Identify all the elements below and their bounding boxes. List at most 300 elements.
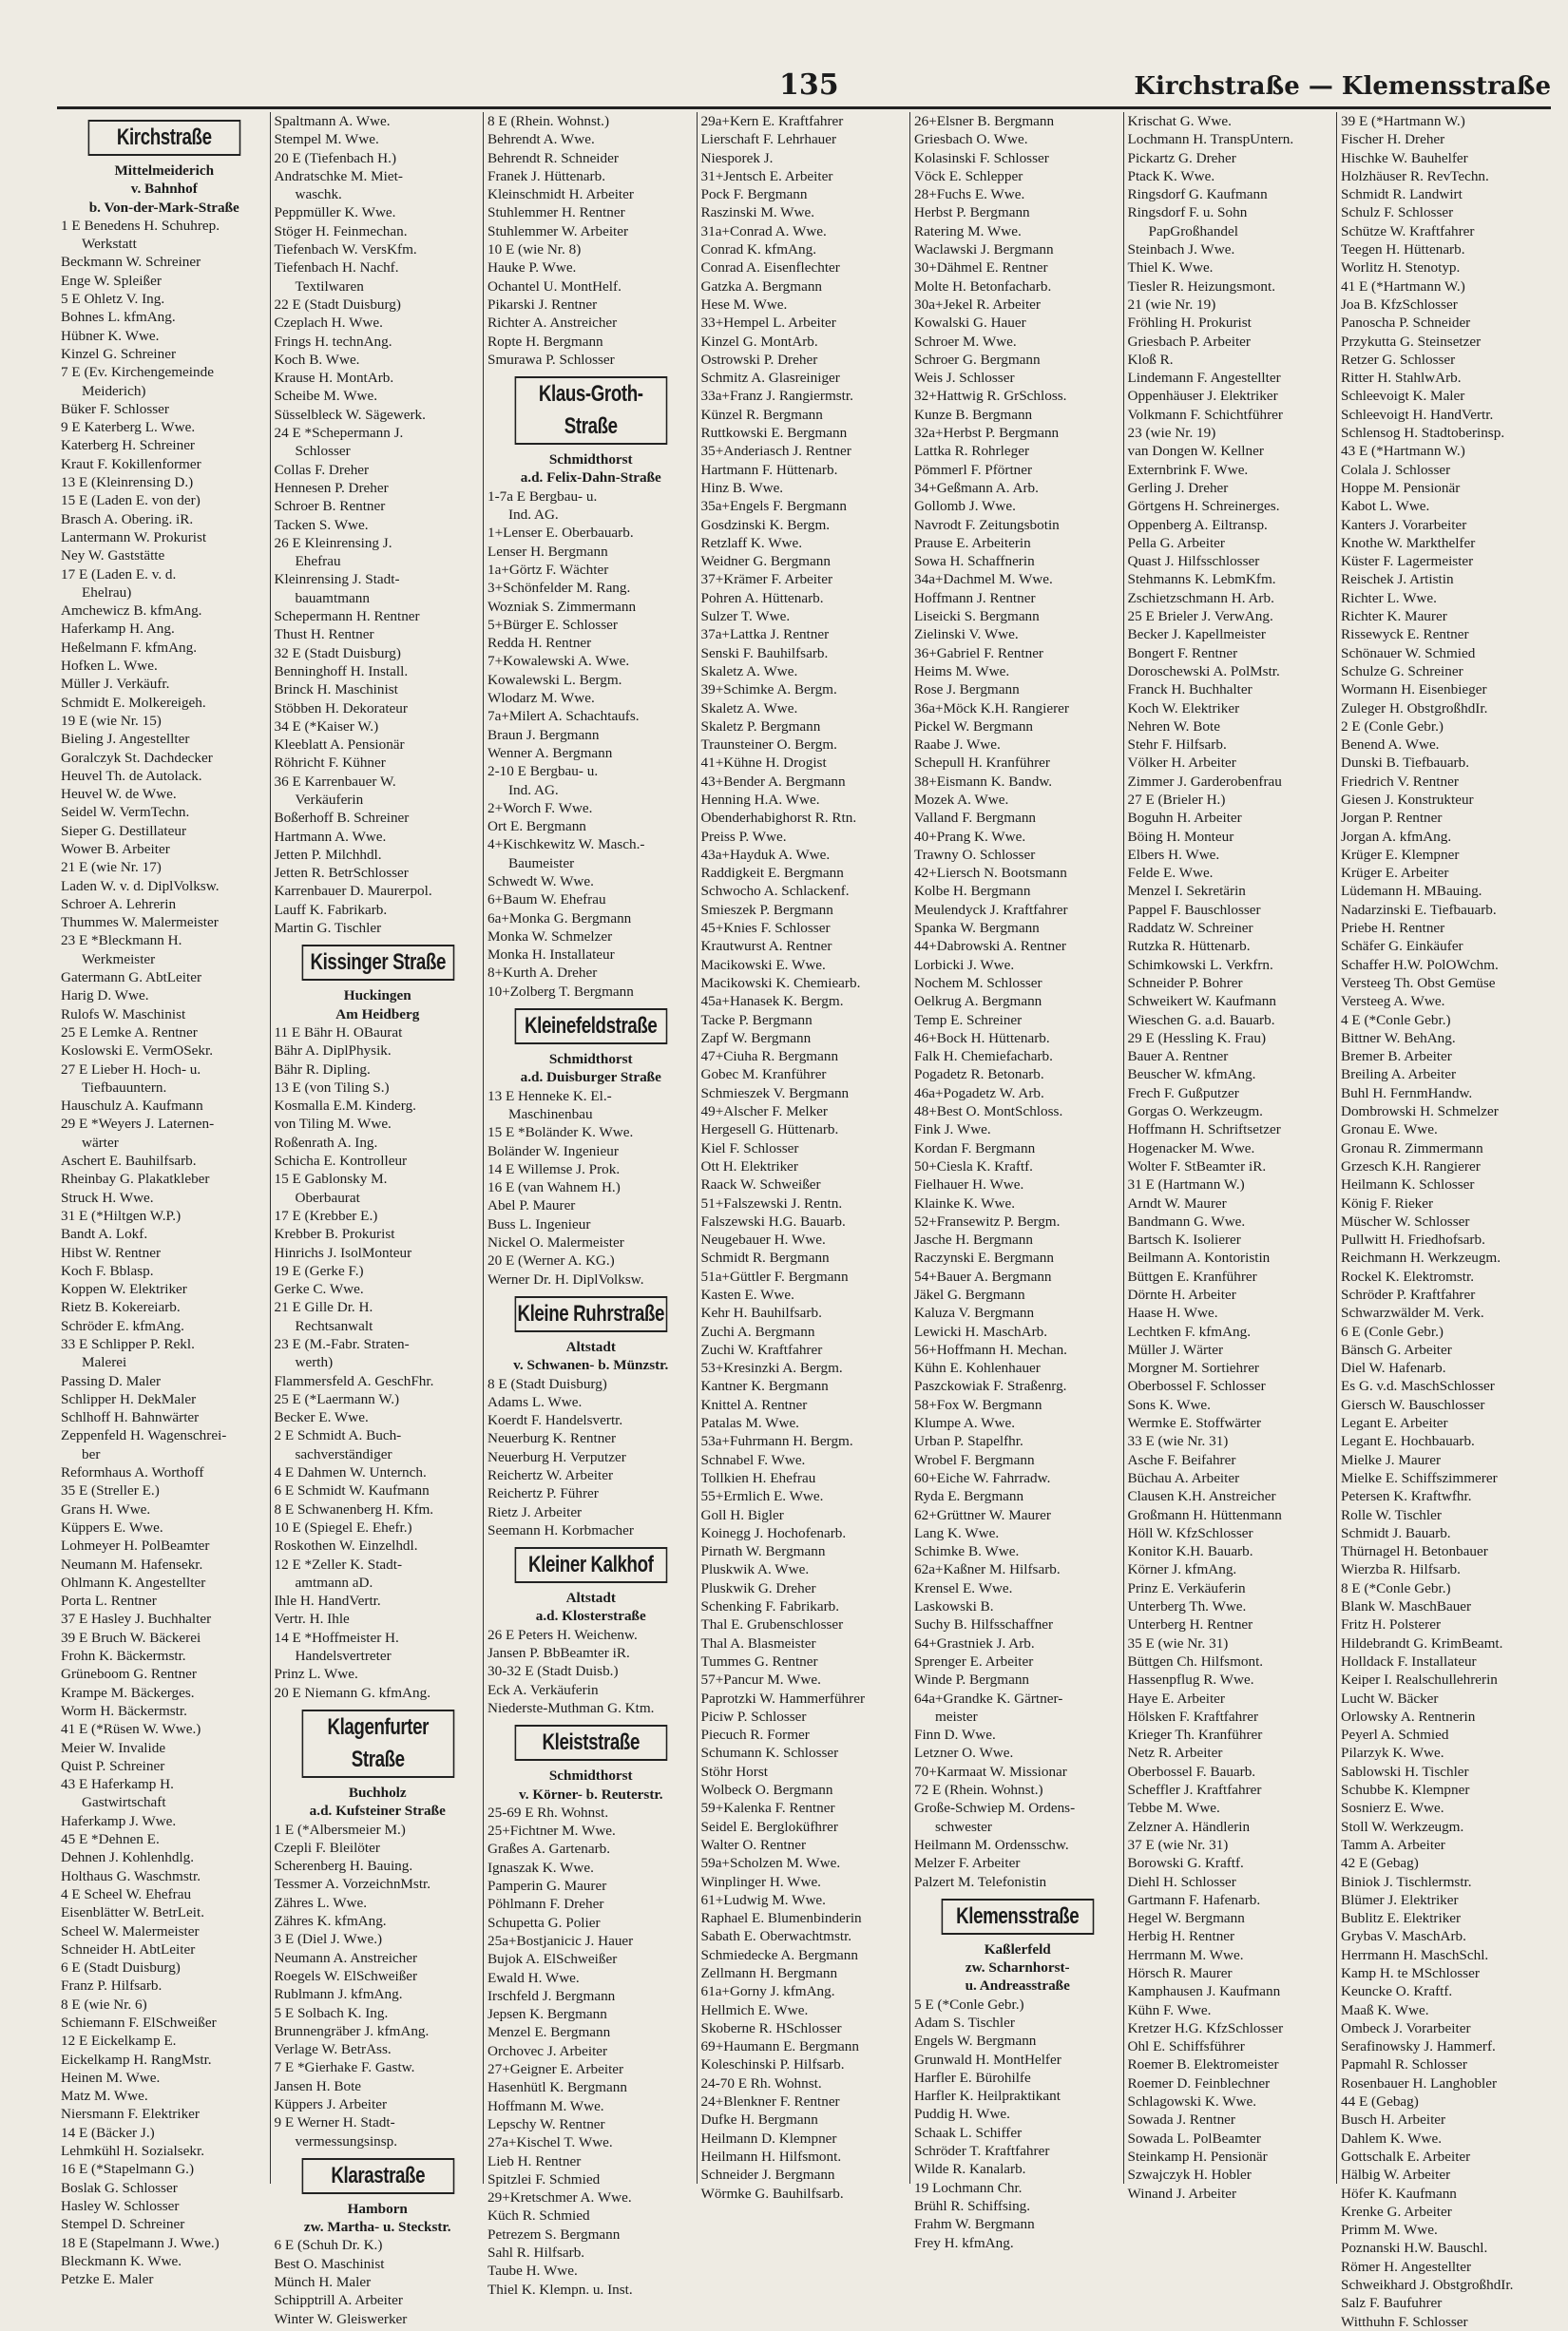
- street-heading: Kirchstraße: [88, 120, 240, 156]
- resident-entry: Dunski B. Tiefbauarb.: [1341, 755, 1470, 772]
- resident-entry: Ott H. Elektriker: [700, 1157, 798, 1175]
- entry-continuation: Oberbaurat: [295, 1189, 360, 1206]
- resident-entry: Koch F. Bblasp.: [61, 1262, 154, 1279]
- resident-entry: Schweikhard J. ObstgroßhdIr.: [1341, 2277, 1514, 2294]
- entry-continuation: meister: [935, 1708, 978, 1725]
- resident-entry: Volkmann F. Schichtführer: [1127, 406, 1283, 423]
- resident-entry: Retzlaff K. Wwe.: [700, 534, 803, 551]
- resident-entry: Hoppe M. Pensionär: [1341, 479, 1461, 496]
- resident-entry: Griesbach P. Arbeiter: [1127, 333, 1251, 350]
- running-head: Kirchstraße — Klemensstraße: [1134, 72, 1551, 101]
- resident-entry: Herrmann H. MaschSchl.: [1341, 1946, 1489, 1963]
- resident-entry: Rutzka R. Hüttenarb.: [1127, 938, 1251, 955]
- resident-entry: Eisenblätter W. BetrLeit.: [61, 1904, 204, 1921]
- resident-entry: 27 E (Brieler H.): [1127, 791, 1226, 808]
- resident-entry: Zielinski V. Wwe.: [914, 626, 1019, 643]
- resident-entry: Gobec M. Kranführer: [700, 1066, 827, 1083]
- resident-entry: Hergesell G. Hüttenarb.: [700, 1121, 839, 1138]
- resident-entry: Stöhr Horst: [700, 1763, 768, 1780]
- resident-entry: Smurawa P. Schlosser: [488, 351, 615, 368]
- resident-entry: Stuhlemmer H. Rentner: [488, 204, 625, 221]
- street-heading: Kleiststraße: [515, 1725, 667, 1761]
- resident-entry: 50+Ciesla K. Kraftf.: [914, 1157, 1033, 1175]
- resident-entry: Kantner K. Bergmann: [700, 1378, 829, 1395]
- resident-entry: Blümer J. Elektriker: [1341, 1891, 1459, 1908]
- resident-entry: 16 E (*Stapelmann G.): [61, 2161, 195, 2178]
- resident-entry: Becker J. Kapellmeister: [1127, 626, 1266, 643]
- resident-entry: 31+Jentsch E. Arbeiter: [700, 167, 833, 184]
- resident-entry: 35 E (wie Nr. 31): [1127, 1634, 1229, 1652]
- resident-entry: Zähres K. kfmAng.: [274, 1913, 387, 1930]
- resident-entry: 72 E (Rhein. Wohnst.): [914, 1782, 1043, 1799]
- resident-entry: 26 E Peters H. Weichenw.: [488, 1626, 638, 1643]
- resident-entry: Hartmann F. Hüttenarb.: [700, 461, 838, 478]
- resident-entry: Oberbossel F. Bauarb.: [1127, 1763, 1256, 1780]
- resident-entry: 36+Gabriel F. Rentner: [914, 644, 1043, 661]
- resident-entry: Schimkowski L. Verkfrn.: [1127, 956, 1273, 973]
- resident-entry: Schröder E. kfmAng.: [61, 1317, 184, 1334]
- resident-entry: Schmidt R. Landwirt: [1341, 186, 1463, 203]
- resident-entry: Felde E. Wwe.: [1127, 865, 1214, 882]
- street-heading: Klagenfurter Straße: [301, 1710, 453, 1778]
- resident-entry: Meier W. Invalide: [61, 1739, 166, 1756]
- resident-entry: Kehr H. Bauhilfsarb.: [700, 1305, 822, 1322]
- resident-entry: Hörsch R. Maurer: [1127, 1964, 1233, 1981]
- resident-entry: 21 (wie Nr. 19): [1127, 296, 1216, 313]
- resident-entry: Sulzer T. Wwe.: [700, 608, 791, 625]
- resident-entry: Behrendt A. Wwe.: [488, 131, 595, 148]
- resident-entry: Winde P. Bergmann: [914, 1672, 1030, 1689]
- resident-entry: Melzer F. Arbeiter: [914, 1855, 1021, 1872]
- resident-entry: Heilmann K. Schlosser: [1341, 1176, 1475, 1194]
- resident-entry: 45+Knies F. Schlosser: [700, 920, 831, 937]
- resident-entry: Oberbossel F. Schlosser: [1127, 1378, 1266, 1395]
- resident-entry: Worm H. Bäckermstr.: [61, 1702, 187, 1719]
- resident-entry: Palzert M. Telefonistin: [914, 1873, 1047, 1890]
- resident-entry: Schimke B. Wwe.: [914, 1543, 1020, 1560]
- resident-entry: Pirnath W. Bergmann: [700, 1543, 826, 1560]
- resident-entry: 25 E (*Laermann W.): [274, 1390, 400, 1407]
- resident-entry: Wermke E. Stoffwärter: [1127, 1415, 1262, 1432]
- resident-entry: Es G. v.d. MaschSchlosser: [1341, 1378, 1495, 1395]
- directory-columns: [57, 112, 1551, 2330]
- resident-entry: Braun J. Bergmann: [488, 726, 600, 743]
- resident-entry: Schneider J. Bergmann: [700, 2167, 835, 2184]
- directory-column-4: [698, 112, 911, 2202]
- resident-entry: Menzel E. Bergmann: [488, 2024, 611, 2041]
- resident-entry: Jansen P. BbBeamter iR.: [488, 1645, 630, 1662]
- resident-entry: Grybas V. MaschArb.: [1341, 1928, 1466, 1945]
- resident-entry: Haferkamp J. Wwe.: [61, 1812, 177, 1829]
- resident-entry: Stoll W. Werkzeugm.: [1341, 1818, 1464, 1835]
- resident-entry: Krensel E. Wwe.: [914, 1579, 1013, 1596]
- resident-entry: 44 E (Gebag): [1341, 2093, 1419, 2111]
- resident-entry: 35 E (Streller E.): [61, 1482, 160, 1500]
- resident-entry: Pappel F. Bauschlosser: [1127, 901, 1261, 918]
- resident-entry: Conrad K. kfmAng.: [700, 241, 816, 258]
- resident-entry: Pogadetz R. Betonarb.: [914, 1066, 1044, 1083]
- resident-entry: Tamm A. Arbeiter: [1341, 1836, 1445, 1853]
- resident-entry: Giersch W. Bauschlosser: [1341, 1396, 1485, 1413]
- resident-entry: Hildebrandt G. KrimBeamt.: [1341, 1634, 1503, 1652]
- resident-entry: Heuvel W. de Wwe.: [61, 786, 177, 803]
- resident-entry: 62+Grüttner W. Maurer: [914, 1506, 1051, 1523]
- resident-entry: Raszinski M. Wwe.: [700, 204, 815, 221]
- district-line: Altstadt: [565, 1590, 616, 1607]
- resident-entry: Smieszek P. Bergmann: [700, 901, 833, 918]
- resident-entry: Ney W. Gaststätte: [61, 547, 165, 564]
- resident-entry: Best O. Maschinist: [274, 2255, 385, 2272]
- resident-entry: Hellmich E. Wwe.: [700, 2001, 809, 2018]
- resident-entry: Kleeblatt A. Pensionär: [274, 736, 405, 754]
- resident-entry: Liseicki S. Bergmann: [914, 608, 1040, 625]
- resident-entry: 39+Schimke A. Bergm.: [700, 681, 837, 698]
- resident-entry: Franek J. Hüttenarb.: [488, 167, 605, 184]
- resident-entry: Diel W. Hafenarb.: [1341, 1360, 1446, 1377]
- resident-entry: Küppers J. Arbeiter: [274, 2095, 388, 2112]
- resident-entry: Sowa H. Schaffnerin: [914, 553, 1035, 570]
- resident-entry: Legant E. Arbeiter: [1341, 1415, 1448, 1432]
- district-line: Mittelmeiderich: [114, 162, 215, 179]
- resident-entry: Zuchi A. Bergmann: [700, 1323, 815, 1340]
- district-line: zw. Scharnhorst-: [965, 1959, 1070, 1977]
- directory-column-1: [57, 112, 271, 2288]
- entry-continuation: Gastwirtschaft: [82, 1794, 166, 1811]
- resident-entry: 38+Eismann K. Bandw.: [914, 773, 1053, 790]
- resident-entry: 34 E (*Kaiser W.): [274, 717, 379, 735]
- resident-entry: 4 E Dahmen W. Unternch.: [274, 1464, 427, 1481]
- resident-entry: Krenke G. Arbeiter: [1341, 2203, 1452, 2220]
- resident-entry: Piciw P. Schlosser: [700, 1708, 807, 1725]
- resident-entry: 43 E (*Hartmann W.): [1341, 443, 1465, 460]
- resident-entry: Ostrowski P. Dreher: [700, 351, 818, 368]
- resident-entry: Kowalski G. Hauer: [914, 315, 1026, 332]
- resident-entry: Gronau E. Wwe.: [1341, 1121, 1438, 1138]
- resident-entry: Falk H. Chemiefacharb.: [914, 1048, 1053, 1065]
- resident-entry: 15 E Gablonsky M.: [274, 1171, 388, 1188]
- resident-entry: Laskowski B.: [914, 1598, 994, 1615]
- resident-entry: Ptack K. Wwe.: [1127, 167, 1215, 184]
- resident-entry: 57+Pancur M. Wwe.: [700, 1672, 821, 1689]
- resident-entry: 11 E Bähr H. OBaurat: [274, 1023, 403, 1041]
- resident-entry: 28+Fuchs E. Wwe.: [914, 186, 1025, 203]
- resident-entry: Hauke P. Wwe.: [488, 259, 577, 277]
- resident-entry: Schmiedecke A. Bergmann: [700, 1946, 858, 1963]
- district-line: Schmidthorst: [548, 451, 633, 468]
- resident-entry: Wieschen G. a.d. Bauarb.: [1127, 1011, 1275, 1028]
- resident-entry: Konitor K.H. Bauarb.: [1127, 1543, 1253, 1560]
- resident-entry: Bänsch G. Arbeiter: [1341, 1341, 1452, 1358]
- resident-entry: 37+Krämer F. Arbeiter: [700, 571, 833, 588]
- resident-entry: Krieger Th. Kranführer: [1127, 1727, 1263, 1744]
- resident-entry: 31a+Conrad A. Wwe.: [700, 222, 827, 239]
- entry-continuation: Verkäuferin: [295, 791, 364, 808]
- resident-entry: 35+Anderiasch J. Rentner: [700, 443, 851, 460]
- resident-entry: Wolter F. StBeamter iR.: [1127, 1157, 1267, 1175]
- resident-entry: Harig D. Wwe.: [61, 987, 149, 1004]
- directory-column-3: [484, 112, 698, 2298]
- resident-entry: Herbst P. Bergmann: [914, 204, 1030, 221]
- entry-continuation: Tiefbauuntern.: [82, 1079, 167, 1096]
- directory-column-7: [1337, 112, 1551, 2330]
- resident-entry: Koch W. Elektriker: [1127, 699, 1240, 716]
- resident-entry: Czepli F. Bleilöter: [274, 1839, 380, 1856]
- entry-continuation: Ehelrau): [82, 583, 132, 601]
- resident-entry: Lorbicki J. Wwe.: [914, 956, 1015, 973]
- resident-entry: König F. Rieker: [1341, 1194, 1434, 1212]
- resident-entry: 24+Blenkner F. Rentner: [700, 2093, 840, 2111]
- entry-continuation: Ind. AG.: [508, 506, 559, 524]
- resident-entry: Büttgen E. Kranführer: [1127, 1268, 1257, 1285]
- resident-entry: Keuncke O. Kraftf.: [1341, 1983, 1453, 2000]
- resident-entry: 1-7a E Bergbau- u.: [488, 487, 598, 505]
- resident-entry: Kühn E. Kohlenhauer: [914, 1360, 1041, 1377]
- resident-entry: Bleckmann K. Wwe.: [61, 2252, 182, 2269]
- resident-entry: 6 E (Stadt Duisburg): [61, 1959, 181, 1977]
- resident-entry: 26+Elsner B. Bergmann: [914, 113, 1055, 129]
- resident-entry: 26 E Kleinrensing J.: [274, 534, 392, 551]
- resident-entry: Struck H. Wwe.: [61, 1189, 154, 1206]
- resident-entry: Ringsdorf F. u. Sohn: [1127, 204, 1248, 221]
- resident-entry: 12 E Eickelkamp E.: [61, 2033, 177, 2050]
- entry-continuation: ber: [82, 1445, 101, 1462]
- resident-entry: Pluskwik A. Wwe.: [700, 1561, 810, 1578]
- resident-entry: Thust H. Rentner: [274, 626, 374, 643]
- resident-entry: 23 E *Bleckmann H.: [61, 932, 182, 949]
- resident-entry: 70+Karmaat W. Missionar: [914, 1763, 1067, 1780]
- resident-entry: 33 E (wie Nr. 31): [1127, 1433, 1229, 1450]
- resident-entry: Hölsken F. Kraftfahrer: [1127, 1708, 1259, 1725]
- resident-entry: 7+Kowalewski A. Wwe.: [488, 653, 630, 670]
- resident-entry: Gatzka A. Bergmann: [700, 277, 823, 295]
- resident-entry: Verlage W. BetrAss.: [274, 2041, 392, 2058]
- district-line: Altstadt: [565, 1338, 616, 1355]
- resident-entry: Wormann H. Eisenbieger: [1341, 681, 1487, 698]
- resident-entry: Roemer B. Elektromeister: [1127, 2056, 1279, 2073]
- resident-entry: 9 E Katerberg L. Wwe.: [61, 419, 196, 436]
- entry-continuation: Malerei: [82, 1354, 127, 1371]
- resident-entry: Bandt A. Lokf.: [61, 1226, 148, 1243]
- resident-entry: Finn D. Wwe.: [914, 1727, 996, 1744]
- resident-entry: Raphael E. Blumenbinderin: [700, 1910, 862, 1927]
- resident-entry: Hartmann A. Wwe.: [274, 828, 387, 845]
- resident-entry: Priebe H. Rentner: [1341, 920, 1445, 937]
- resident-entry: Pohren A. Hüttenarb.: [700, 589, 824, 606]
- resident-entry: 1 E (*Albersmeier M.): [274, 1821, 406, 1838]
- resident-entry: Hasenhütl K. Bergmann: [488, 2079, 627, 2096]
- district-line: v. Körner- b. Reuterstr.: [518, 1786, 663, 1803]
- resident-entry: Spanka W. Bergmann: [914, 920, 1040, 937]
- resident-entry: Arndt W. Maurer: [1127, 1194, 1227, 1212]
- resident-entry: Ohlmann K. Angestellter: [61, 1574, 206, 1591]
- resident-entry: Wörmke G. Bauhilfsarb.: [700, 2185, 844, 2202]
- resident-entry: Bremer B. Arbeiter: [1341, 1048, 1452, 1065]
- resident-entry: Jorgan A. kfmAng.: [1341, 828, 1452, 845]
- resident-entry: 32 E (Stadt Duisburg): [274, 644, 401, 661]
- resident-entry: 6a+Monka G. Bergmann: [488, 909, 632, 927]
- resident-entry: Frahm W. Bergmann: [914, 2216, 1035, 2233]
- resident-entry: Schwocho A. Schlackenf.: [700, 883, 850, 900]
- resident-entry: Winter W. Gleiswerker: [274, 2310, 408, 2327]
- resident-entry: Schupetta G. Polier: [488, 1914, 601, 1931]
- resident-entry: Paszckowiak F. Straßenrg.: [914, 1378, 1067, 1395]
- resident-entry: Mielke J. Maurer: [1341, 1451, 1442, 1468]
- resident-entry: 43 E Haferkamp H.: [61, 1776, 174, 1793]
- resident-entry: Boßerhoff B. Schreiner: [274, 810, 410, 827]
- resident-entry: Primm M. Wwe.: [1341, 2222, 1438, 2239]
- resident-entry: Lechtken F. kfmAng.: [1127, 1323, 1252, 1340]
- resident-entry: Flammersfeld A. GeschFhr.: [274, 1372, 434, 1389]
- resident-entry: Collas F. Dreher: [274, 461, 370, 478]
- resident-entry: Passing D. Maler: [61, 1372, 162, 1389]
- resident-entry: 6 E (Conle Gebr.): [1341, 1323, 1444, 1340]
- resident-entry: Maaß K. Wwe.: [1341, 2001, 1429, 2018]
- resident-entry: Hoffmann H. Schriftsetzer: [1127, 1121, 1281, 1138]
- resident-entry: Höll W. KfzSchlosser: [1127, 1524, 1253, 1541]
- resident-entry: Sowada L. PolBeamter: [1127, 2130, 1261, 2147]
- resident-entry: Lochmann H. TranspUntern.: [1127, 131, 1294, 148]
- resident-entry: Rolle W. Tischler: [1341, 1506, 1442, 1523]
- resident-entry: Frings H. technAng.: [274, 333, 392, 350]
- resident-entry: Kunze B. Bergmann: [914, 406, 1033, 423]
- resident-entry: 41 E (*Rüsen W. Wwe.): [61, 1721, 201, 1738]
- resident-entry: 10+Zolberg T. Bergmann: [488, 983, 634, 1000]
- resident-entry: Thal A. Blasmeister: [700, 1634, 816, 1652]
- district-line: Am Heidberg: [335, 1005, 420, 1022]
- resident-entry: Quast J. Hilfsschlosser: [1127, 553, 1260, 570]
- resident-entry: Roßenrath A. Ing.: [274, 1134, 378, 1151]
- resident-entry: Schwarzwälder M. Verk.: [1341, 1305, 1484, 1322]
- resident-entry: 17 E (Laden E. v. d.: [61, 565, 177, 583]
- resident-entry: Jorgan P. Rentner: [1341, 810, 1443, 827]
- resident-entry: 1 E Benedens H. Schuhrep.: [61, 217, 220, 234]
- resident-entry: Adams L. Wwe.: [488, 1393, 583, 1410]
- resident-entry: Schleevoigt K. Maler: [1341, 388, 1465, 405]
- resident-entry: Pikarski J. Rentner: [488, 296, 598, 313]
- resident-entry: Ochantel U. MontHelf.: [488, 277, 621, 295]
- resident-entry: Letzner O. Wwe.: [914, 1745, 1014, 1762]
- resident-entry: 45 E *Dehnen E.: [61, 1831, 160, 1848]
- resident-entry: Breiling A. Arbeiter: [1341, 1066, 1457, 1083]
- resident-entry: Patalas M. Wwe.: [700, 1415, 799, 1432]
- resident-entry: 6 E (Schuh Dr. K.): [274, 2237, 383, 2254]
- resident-entry: Preiss P. Wwe.: [700, 828, 787, 845]
- entry-continuation: wärter: [82, 1134, 119, 1151]
- resident-entry: Blank W. MaschBauer: [1341, 1598, 1472, 1615]
- resident-entry: Brinck H. Maschinist: [274, 681, 398, 698]
- resident-entry: 58+Fox W. Bergmann: [914, 1396, 1042, 1413]
- resident-entry: 18 E (Stapelmann J. Wwe.): [61, 2234, 220, 2251]
- resident-entry: Orchovec J. Arbeiter: [488, 2042, 608, 2059]
- resident-entry: Goralczyk St. Dachdecker: [61, 749, 213, 766]
- resident-entry: Heinen M. Wwe.: [61, 2069, 161, 2086]
- resident-entry: Schäfer G. Einkäufer: [1341, 938, 1463, 955]
- resident-entry: Zuchi W. Kraftfahrer: [700, 1341, 823, 1358]
- resident-entry: Gerling J. Dreher: [1127, 479, 1229, 496]
- district-line: Hamborn: [347, 2200, 408, 2217]
- resident-entry: Völker H. Arbeiter: [1127, 755, 1236, 772]
- resident-entry: Stempel D. Schreiner: [61, 2216, 185, 2233]
- resident-entry: 8 E (wie Nr. 6): [61, 1996, 147, 2013]
- resident-entry: Worlitz H. Stenotyp.: [1341, 259, 1461, 277]
- resident-entry: Piecuch R. Former: [700, 1727, 810, 1744]
- resident-entry: Scheel W. Malermeister: [61, 1922, 200, 1939]
- resident-entry: Rissewyck E. Rentner: [1341, 626, 1469, 643]
- resident-entry: Schaak L. Schiffer: [914, 2124, 1023, 2141]
- resident-entry: Zelzner A. Händlerin: [1127, 1818, 1251, 1835]
- resident-entry: Kamphausen J. Kaufmann: [1127, 1983, 1281, 2000]
- resident-entry: Traunsteiner O. Bergm.: [700, 736, 837, 754]
- resident-entry: Steinkamp H. Pensionär: [1127, 2148, 1268, 2165]
- resident-entry: Haferkamp H. Ang.: [61, 621, 175, 638]
- resident-entry: Dörnte H. Arbeiter: [1127, 1287, 1236, 1303]
- resident-entry: Zimmer J. Garderobenfrau: [1127, 773, 1282, 790]
- resident-entry: 12 E *Zeller K. Stadt-: [274, 1556, 403, 1573]
- resident-entry: Mielke E. Schiffszimmerer: [1341, 1469, 1498, 1486]
- resident-entry: Große-Schwiep M. Ordens-: [914, 1800, 1076, 1817]
- resident-entry: Bandmann G. Wwe.: [1127, 1213, 1246, 1230]
- resident-entry: Mozek A. Wwe.: [914, 791, 1009, 808]
- resident-entry: Krampe M. Bäckerges.: [61, 1684, 195, 1701]
- resident-entry: Kinzel G. Schreiner: [61, 345, 177, 362]
- resident-entry: Tummes G. Rentner: [700, 1653, 818, 1670]
- resident-entry: Diehl H. Schlosser: [1127, 1873, 1236, 1890]
- resident-entry: Netz R. Arbeiter: [1127, 1745, 1223, 1762]
- resident-entry: Buhl H. FernmHandw.: [1341, 1084, 1473, 1101]
- resident-entry: 49+Alscher F. Melker: [700, 1103, 828, 1120]
- resident-entry: Kowalewski L. Bergm.: [488, 671, 622, 688]
- resident-entry: Lüdemann H. MBauing.: [1341, 883, 1482, 900]
- resident-entry: 31 E (Hartmann W.): [1127, 1176, 1245, 1194]
- resident-entry: 19 E (Gerke F.): [274, 1262, 364, 1279]
- resident-entry: Schröder P. Kraftfahrer: [1341, 1287, 1476, 1303]
- resident-entry: Zeppenfeld H. Wagenschrei-: [61, 1427, 227, 1444]
- resident-entry: Salz F. Baufuhrer: [1341, 2295, 1443, 2312]
- resident-entry: Pickartz G. Dreher: [1127, 149, 1236, 166]
- directory-column-2: [271, 112, 485, 2327]
- resident-entry: Heßelmann F. kfmAng.: [61, 639, 198, 656]
- resident-entry: 19 E (wie Nr. 15): [61, 712, 162, 729]
- resident-entry: Süsselbleck W. Sägewerk.: [274, 406, 426, 423]
- resident-entry: Rulofs W. Maschinist: [61, 1005, 186, 1022]
- resident-entry: Oelkrug A. Bergmann: [914, 993, 1042, 1010]
- resident-entry: Holldack F. Installateur: [1341, 1653, 1477, 1670]
- resident-entry: Ritter H. StahlwArb.: [1341, 370, 1462, 387]
- resident-entry: 27+Geigner E. Arbeiter: [488, 2061, 624, 2078]
- resident-entry: Pamperin G. Maurer: [488, 1878, 607, 1895]
- resident-entry: Boländer W. Ingenieur: [488, 1142, 619, 1159]
- resident-entry: 8 E (Stadt Duisburg): [488, 1375, 607, 1392]
- resident-entry: Lohmeyer H. PolBeamter: [61, 1538, 210, 1555]
- resident-entry: Lepschy W. Rentner: [488, 2115, 605, 2132]
- resident-entry: Meulendyck J. Kraftfahrer: [914, 901, 1068, 918]
- resident-entry: Heilmann D. Klempner: [700, 2130, 837, 2147]
- resident-entry: 29+Kretschmer A. Wwe.: [488, 2189, 632, 2207]
- resident-entry: Spitzlei F. Schmied: [488, 2170, 601, 2188]
- street-heading: Kissinger Straße: [301, 945, 453, 981]
- resident-entry: Weis J. Schlosser: [914, 370, 1015, 387]
- resident-entry: Serafinowsky J. Hammerf.: [1341, 2038, 1496, 2055]
- resident-entry: Thiel K. Klempn. u. Inst.: [488, 2281, 633, 2298]
- resident-entry: Schleevoigt H. HandVertr.: [1341, 406, 1494, 423]
- resident-entry: Lierschaft F. Lehrhauer: [700, 131, 837, 148]
- resident-entry: Peyerl A. Schmied: [1341, 1727, 1449, 1744]
- resident-entry: 2 E (Conle Gebr.): [1341, 717, 1444, 735]
- resident-entry: 36a+Möck K.H. Rangierer: [914, 699, 1069, 716]
- resident-entry: Gartmann F. Hafenarb.: [1127, 1891, 1261, 1908]
- resident-entry: Bittner W. BehAng.: [1341, 1029, 1456, 1046]
- entry-continuation: werth): [295, 1354, 334, 1371]
